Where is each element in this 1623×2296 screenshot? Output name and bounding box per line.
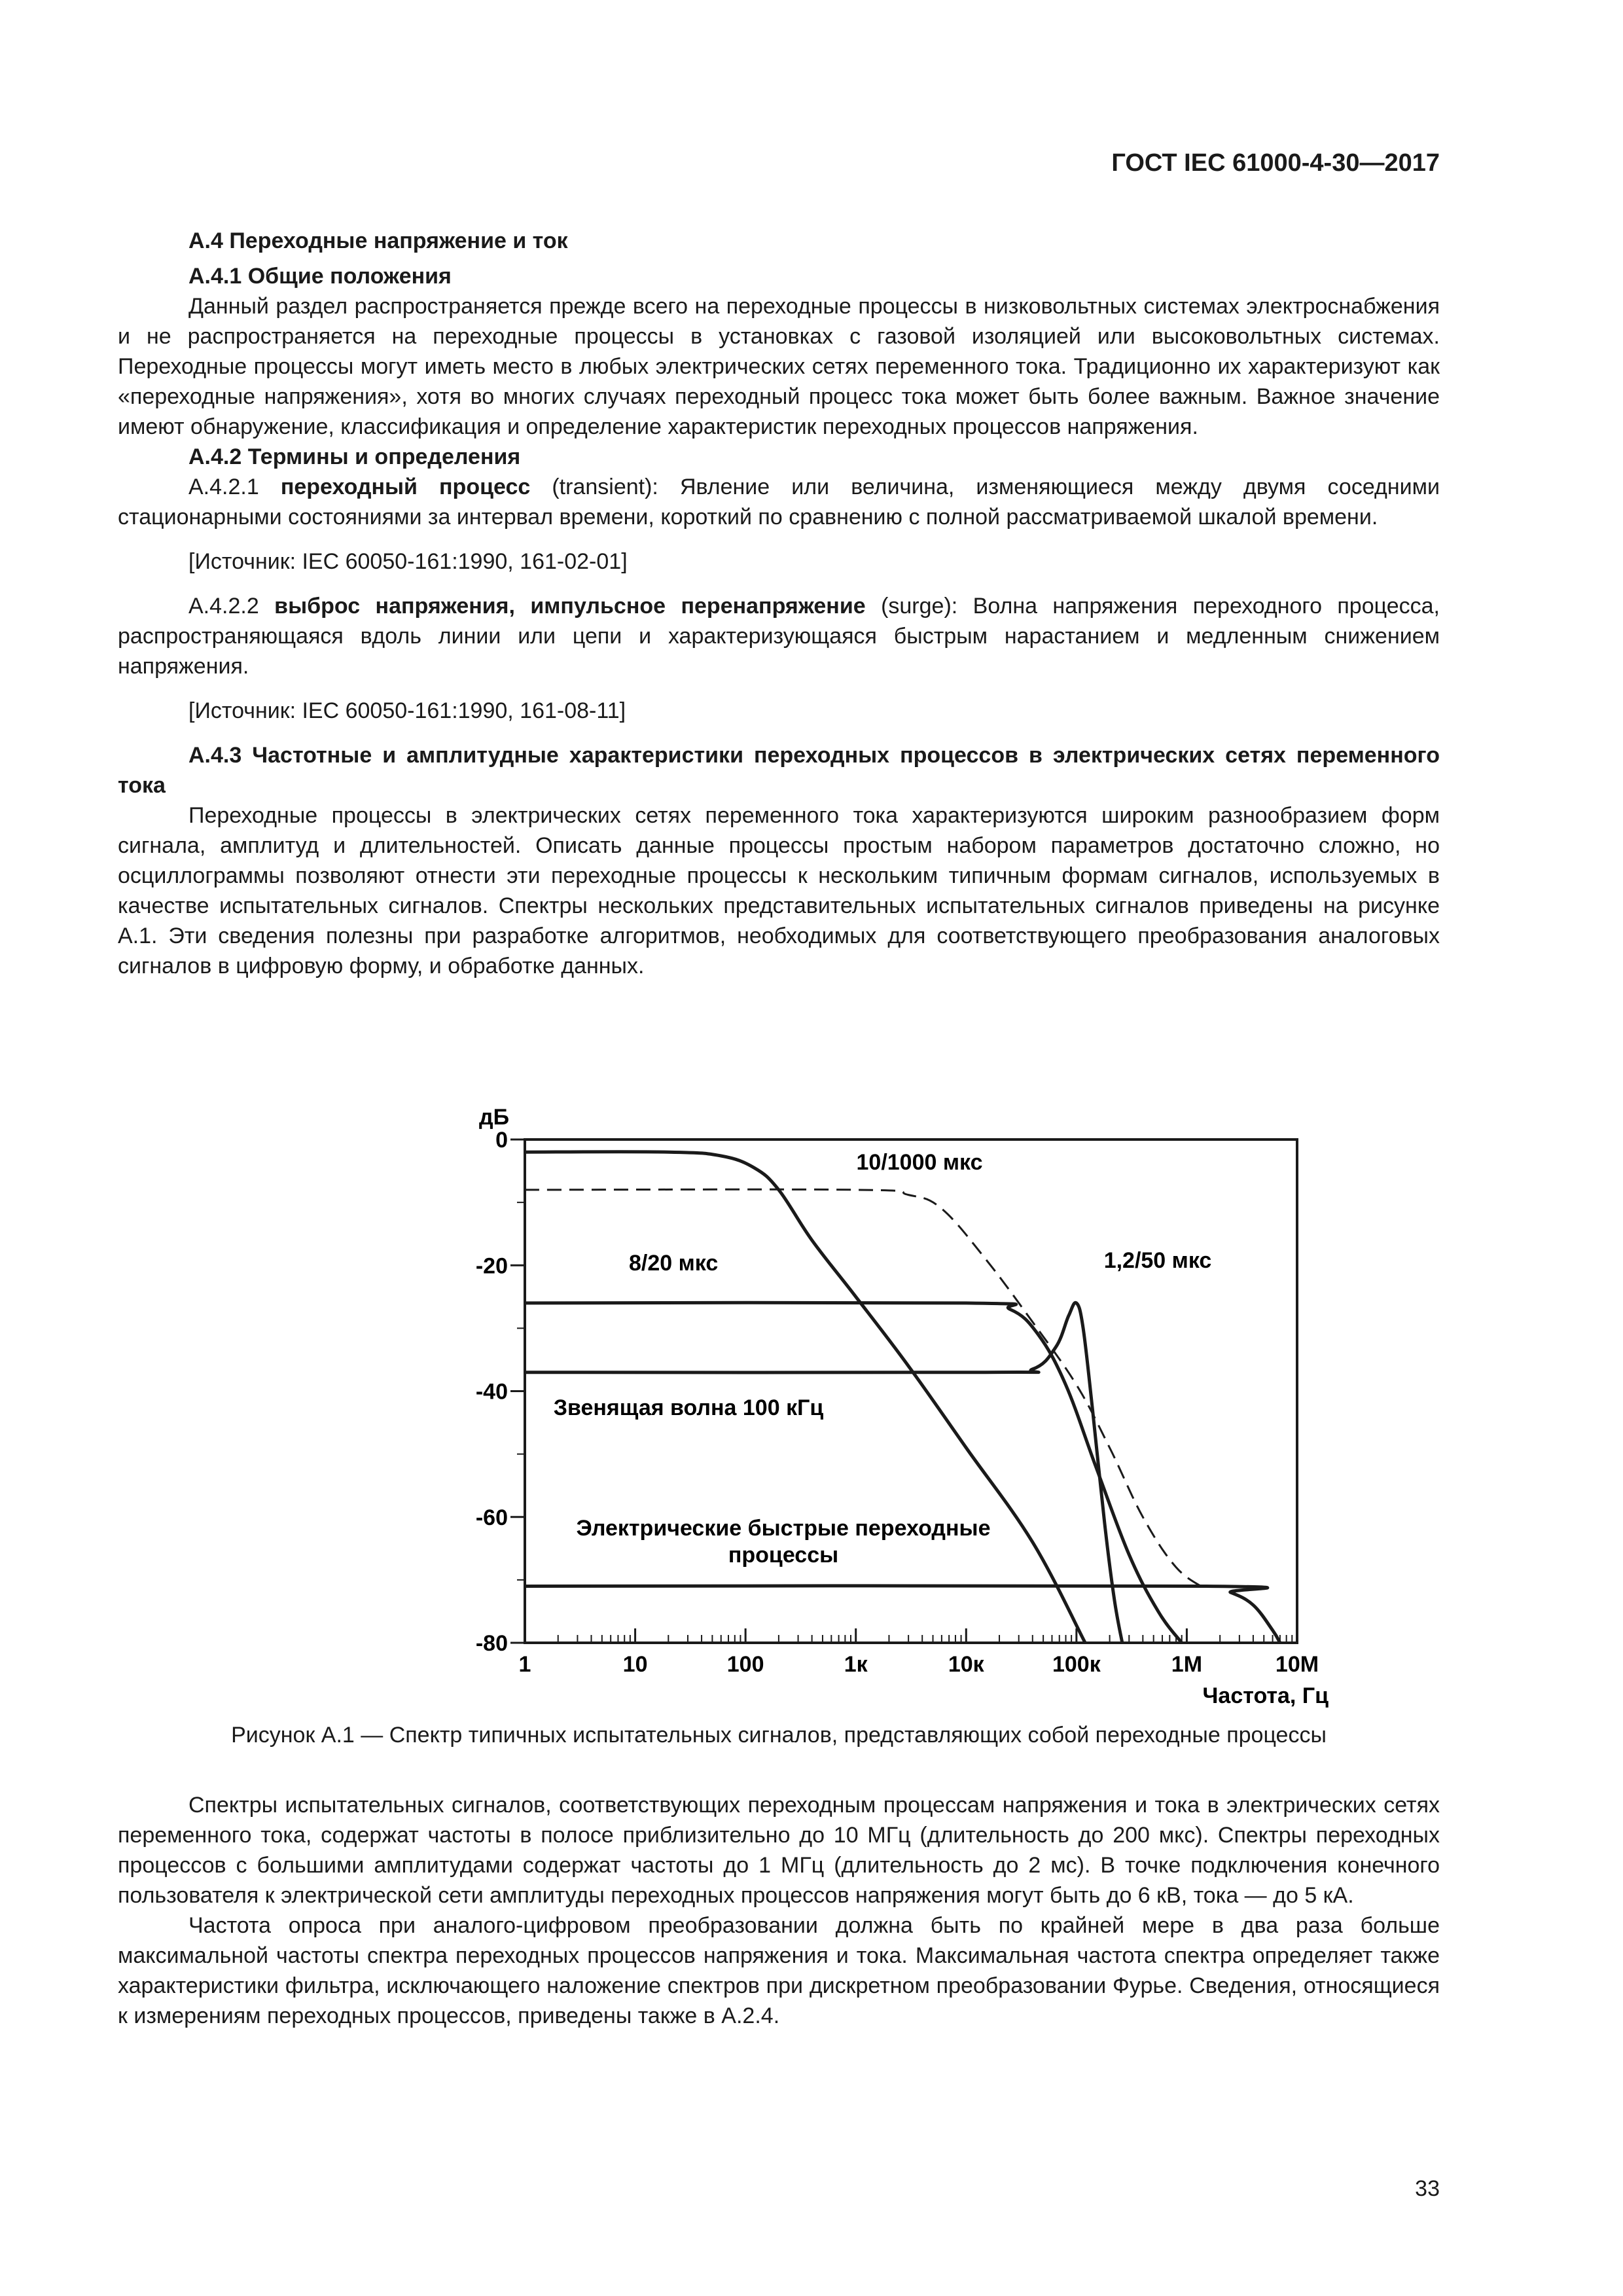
section-a41-text: Данный раздел распространяется прежде всего на переходные процессы в низковольтных системах электроснабжения и не распространяется на переходные процессы в установках с газовой изоляцией или высоковольтных системах. Переходные процессы могут иметь место в любых электрических сетях переменного тока. Традиционно их характеризуют как «переходные напряжения», хотя во многих случаях переходный процесс тока может быть более важным. Важное значение имеют обнаружение, классификация и определение характеристик переходных процессов напряжения. [118,294,1440,439]
x-tick-label: 10к [948,1652,984,1677]
annotation-ring-wave: Звенящая волна 100 кГц [553,1395,824,1420]
x-tick-label: 10М [1275,1652,1319,1677]
section-a4-title: А.4 Переходные напряжение и ток [188,228,568,253]
series-line-3 [525,1302,1182,1643]
definition-a421-text: (transient): Явление или величина, изменяющиеся между двумя соседними стационарными состояниями за интервал времени, короткий по сравнению с полной рассматриваемой шкалой времени. [118,475,1440,529]
definition-a422-text: (surge): Волна напряжения переходного процесса, распространяющаяся вдоль линии или цепи и характеризующаяся быстрым нарастанием и медленным снижением напряжения. [118,594,1440,679]
y-tick-label: -60 [475,1505,508,1530]
annotation-1-2-50: 1,2/50 мкс [1103,1248,1212,1273]
section-a42-title: А.4.2 Термины и определения [188,444,521,469]
post-figure-content [118,1790,1440,2031]
x-tick-label: 1к [844,1652,868,1677]
plot-frame [525,1139,1297,1643]
annotation-eft-line2: процессы [728,1543,839,1568]
x-axis-label: Частота, Гц [1202,1683,1329,1708]
paragraph-spectra: Спектры испытательных сигналов, соответствующих переходным процессам напряжения и тока в электрических сетях переменного тока, содержат частоты в полосе приблизительно до 10 МГц (длительность до 200 мкс). Спектры переходных процессов с большими амплитудами содержат частоты до 1 МГц (длительность до 2 мс). В точке подключения конечного пользователя к электрической сети амплитуды переходных процессов напряжения могут быть до 6 кВ, тока — до 5 кА. [118,1793,1440,1908]
definition-a422-term: выброс напряжения, импульсное перенапряжение [274,594,866,619]
document-header: ГОСТ IEC 61000-4-30—2017 [1111,149,1440,177]
x-tick-label: 100 [726,1652,764,1677]
y-axis-ticks [476,1128,525,1656]
series-line-5 [525,1586,1280,1643]
definition-a421-term: переходный процесс [280,475,531,499]
y-tick-label: -40 [475,1379,508,1405]
definition-a421 [118,472,1440,532]
annotation-eft-line1: Электрические быстрые переходные [576,1516,991,1541]
x-tick-label: 10 [622,1652,648,1677]
main-content [118,226,1440,981]
definition-a422 [118,591,1440,681]
section-a43-text: Переходные процессы в электрических сетях переменного тока характеризуются широким разнообразием форм сигнала, амплитуд и длительностей. Описать данные процессы простым набором параметров достаточно сложно, но осциллограммы позволяют отнести эти переходные процессы к нескольким типичным формам сигналов, используемых в качестве испытательных сигналов. Спектры нескольких представительных испытательных сигналов приведены на рисунке А.1. Эти сведения полезны при разработке алгоритмов, необходимых для соответствующего преобразования аналоговых сигналов в цифровую форму, и обработке данных. [118,803,1440,978]
y-tick-label: -80 [475,1631,508,1656]
section-a41-title: А.4.1 Общие положения [188,264,452,289]
x-tick-label: 100к [1052,1652,1101,1677]
figure-caption: Рисунок А.1 — Спектр типичных испытательных сигналов, представляющих собой переходные процессы [231,1723,1327,1748]
definition-a421-source: [Источник: IEC 60050-161:1990, 161-02-01] [188,549,628,574]
annotation-8-20: 8/20 мкс [629,1251,719,1276]
paragraph-sampling: Частота опроса при аналого-цифровом преобразовании должна быть по крайней мере в два раза больше максимальной частоты спектра переходных процессов напряжения и тока. Максимальная частота спектра определяет также характеристики фильтра, исключающего наложение спектров при дискретном преобразовании Фурье. Сведения, относящиеся к измерениям переходных процессов, приведены также в А.2.4. [118,1913,1440,2028]
definition-a422-number: А.4.2.2 [188,594,275,619]
y-axis-label: дБ [478,1105,510,1130]
x-tick-label: 1М [1171,1652,1203,1677]
definition-a421-number: А.4.2.1 [188,475,281,499]
series-line-4 [525,1302,1122,1643]
annotation-10-1000: 10/1000 мкс [856,1150,983,1175]
y-tick-label: 0 [495,1128,508,1153]
page-number: 33 [1415,2176,1440,2201]
spectrum-chart [327,1086,1374,1708]
y-tick-label: -20 [475,1253,508,1279]
section-a43-title: А.4.3 Частотные и амплитудные характеристики переходных процессов в электрических сетях переменного тока [118,743,1440,798]
definition-a422-source: [Источник: IEC 60050-161:1990, 161-08-11] [188,698,626,723]
x-axis-ticks [519,1628,1319,1677]
x-tick-label: 1 [518,1652,531,1677]
